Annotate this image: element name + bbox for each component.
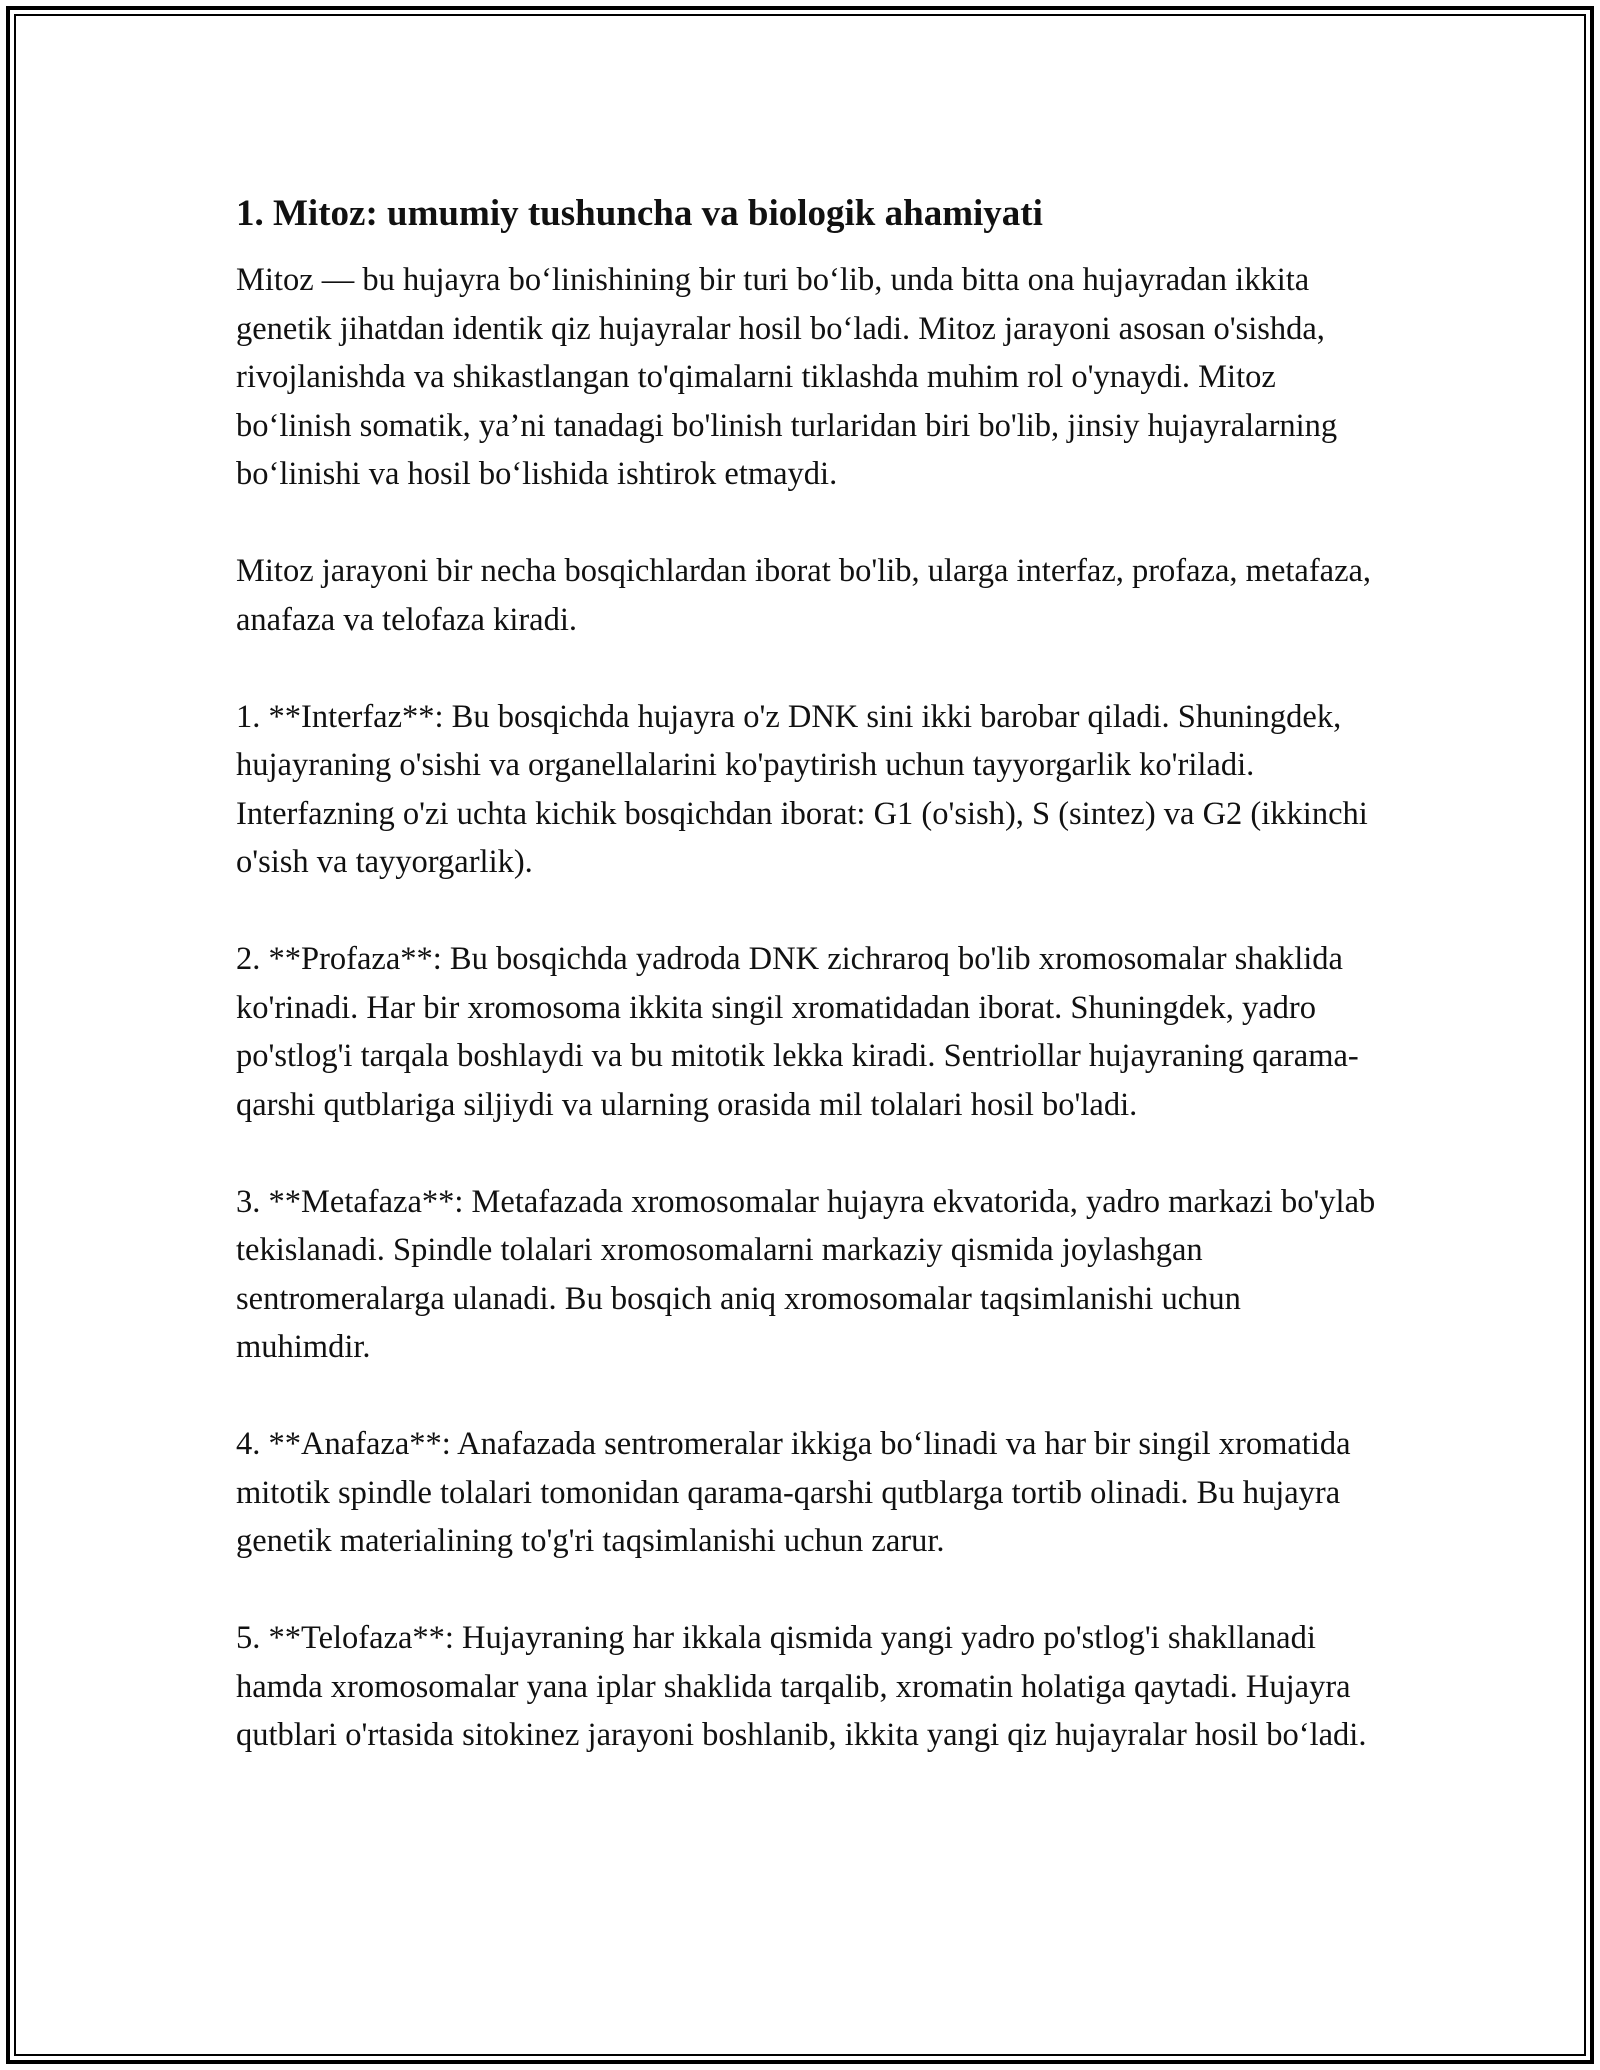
- paragraph-metafaza: 3. **Metafaza**: Metafazada xromosomalar hujayra ekvatorida, yadro markazi bo'ylab tekislanadi. Spindle tolalari xromosomalarni markaziy qismida joylashgan sentromeralarga ulanadi. Bu bosqich aniq xromosomalar taqsimlanishi uchun muhimdir.: [236, 1183, 1376, 1365]
- paragraph-telofaza: 5. **Telofaza**: Hujayraning har ikkala qismida yangi yadro po'stlog'i shakllanadi hamda xromosomalar yana iplar shaklida tarqalib, xromatin holatiga qaytadi. Hujayra qutblari o'rtasida sitokinez jarayoni boshlanib, ikkita yangi qiz hujayralar hosil bo‘ladi.: [236, 1620, 1367, 1753]
- paragraph-anafaza: 4. **Anafaza**: Anafazada sentromeralar ikkiga bo‘linadi va har bir singil xromatida mitotik spindle tolalari tomonidan qarama-qarshi qutblarga tortib olinadi. Bu hujayra genetik materialining to'g'ri taqsimlanishi uchun zarur.: [236, 1426, 1351, 1559]
- section-heading: 1. Mitoz: umumiy tushuncha va biologik ahamiyati: [236, 193, 1043, 234]
- paragraph-interfaz: 1. **Interfaz**: Bu bosqichda hujayra o'z DNK sini ikki barobar qiladi. Shuningdek, hujayraning o'sishi va organellalarini ko'paytirish uchun tayyorgarlik ko'riladi. Interfazning o'zi uchta kichik bosqichdan iborat: G1 (o'sish), S (sintez) va G2 (ikkinchi o'sish va tayyorgarlik).: [236, 698, 1368, 880]
- paragraph-intro: Mitoz — bu hujayra bo‘linishining bir turi bo‘lib, unda bitta ona hujayradan ikkita genetik jihatdan identik qiz hujayralar hosil bo‘ladi. Mitoz jarayoni asosan o'sishda, rivojlanishda va shikastlangan to'qimalarni tiklashda muhim rol o'ynaydi. Mitoz bo‘linish somatik, ya’ni tanadagi bo'linish turlaridan biri bo'lib, jinsiy hujayralarning bo‘linishi va hosil bo‘lishida ishtirok etmaydi.: [236, 262, 1338, 492]
- document-body: [236, 188, 1376, 1808]
- paragraph-profaza: 2. **Profaza**: Bu bosqichda yadroda DNK zichraroq bo'lib xromosomalar shaklida ko'rinadi. Har bir xromosoma ikkita singil xromatidadan iborat. Shuningdek, yadro po'stlog'i tarqala boshlaydi va bu mitotik lekka kiradi. Sentriollar hujayraning qarama-qarshi qutblariga siljiydi va ularning orasida mil tolalari hosil bo'ladi.: [236, 941, 1359, 1123]
- paragraph-stages-overview: Mitoz jarayoni bir necha bosqichlardan iborat bo'lib, ularga interfaz, profaza, metafaza, anafaza va telofaza kiradi.: [236, 553, 1372, 638]
